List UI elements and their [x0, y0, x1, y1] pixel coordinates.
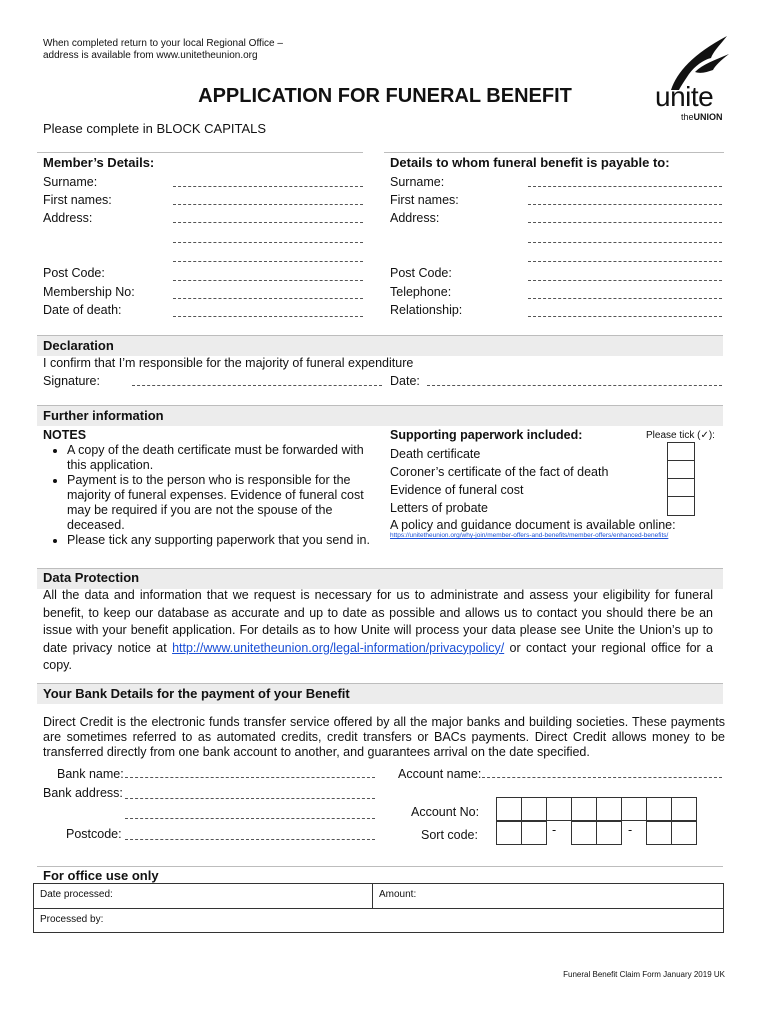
members-heading: Member’s Details:: [43, 155, 155, 170]
account-no-digit-box[interactable]: [596, 797, 622, 821]
paperwork-item-label: Coroner’s certificate of the fact of death: [390, 465, 609, 479]
return-instruction-line1: When completed return to your local Regional Office –: [43, 38, 283, 49]
tick-box-death-certificate[interactable]: [667, 442, 695, 462]
policy-text: A policy and guidance document is available online:: [390, 518, 676, 532]
data-protection-heading: Data Protection: [43, 570, 140, 585]
policy-link[interactable]: https://unitetheunion.org/why-join/member-offers-and-benefits/member-offers/enhanced-benefits/: [390, 532, 669, 539]
membership-no-label: Membership No:: [43, 285, 135, 299]
bank-address-label: Bank address:: [43, 786, 123, 800]
account-no-digit-box[interactable]: [621, 797, 647, 821]
payee-surname-field[interactable]: [528, 186, 722, 187]
sort-code-digit-box[interactable]: [646, 821, 672, 845]
notes-list: [43, 443, 381, 548]
payee-post-code-label: Post Code:: [390, 266, 452, 280]
note-item: • Please tick any supporting paperwork that you send in.: [67, 533, 381, 548]
footer-form-reference: Funeral Benefit Claim Form January 2019 UK: [563, 970, 725, 979]
payee-address-label: Address:: [390, 211, 440, 225]
payee-address-field-1[interactable]: [528, 222, 722, 223]
amount-label: Amount:: [379, 889, 417, 900]
return-instruction-line2: address is available from www.unitetheunion.org: [43, 50, 258, 61]
sort-code-digit-box[interactable]: [496, 821, 522, 845]
sort-code-digit-box[interactable]: [571, 821, 597, 845]
account-no-digit-box[interactable]: [496, 797, 522, 821]
account-name-label: Account name:: [398, 767, 482, 781]
office-use-table: [33, 883, 724, 933]
account-no-label: Account No:: [411, 805, 480, 819]
logo-wordmark: unite: [655, 81, 714, 112]
paperwork-item-label: Death certificate: [390, 447, 481, 461]
please-tick-label: Please tick (✓):: [646, 430, 715, 441]
sort-code-separator: -: [628, 823, 633, 837]
payee-telephone-field[interactable]: [528, 298, 722, 299]
tick-box-funeral-cost[interactable]: [667, 478, 695, 498]
account-no-digit-box[interactable]: [571, 797, 597, 821]
payee-surname-label: Surname:: [390, 175, 445, 189]
payee-relationship-field[interactable]: [528, 316, 722, 317]
declaration-date-label: Date:: [390, 374, 420, 388]
account-name-field[interactable]: [482, 777, 722, 778]
block-capitals-instruction: Please complete in BLOCK CAPITALS: [43, 121, 267, 136]
payee-address-field-2[interactable]: [528, 242, 722, 243]
payee-relationship-label: Relationship:: [390, 303, 463, 317]
member-post-code-label: Post Code:: [43, 266, 105, 280]
bank-details-heading: Your Bank Details for the payment of your Benefit: [43, 686, 350, 701]
unite-logo: [655, 32, 735, 124]
member-address-field-2[interactable]: [173, 242, 363, 243]
signature-label: Signature:: [43, 374, 100, 388]
account-no-digit-box[interactable]: [546, 797, 572, 821]
payee-telephone-label: Telephone:: [390, 285, 452, 299]
date-of-death-field[interactable]: [173, 316, 363, 317]
data-protection-text: All the data and information that we request is necessary for us to administrate and assess your eligibility for funeral benefit, to keep our database as accurate and up to date as possible and allows us to contact you should there be an issue with your benefit application. For details as to how Unite will process your data please see Unite the Union’s up to date privacy notice at http://www.unitetheunion.org/legal-information/privacypolicy/ or contact your regional office for a copy.: [43, 588, 713, 672]
account-no-digit-box[interactable]: [521, 797, 547, 821]
sort-code-digit-box[interactable]: [521, 821, 547, 845]
payee-first-names-label: First names:: [390, 193, 459, 207]
account-no-digit-box[interactable]: [646, 797, 672, 821]
paperwork-item-label: Letters of probate: [390, 501, 488, 515]
bank-address-field-2[interactable]: [125, 818, 375, 819]
payee-heading: Details to whom funeral benefit is payable to:: [390, 155, 670, 170]
member-first-names-label: First names:: [43, 193, 112, 207]
sort-code-digit-box[interactable]: [671, 821, 697, 845]
membership-no-field[interactable]: [173, 298, 363, 299]
page-title: APPLICATION FOR FUNERAL BENEFIT: [198, 85, 572, 107]
account-no-digit-box[interactable]: [671, 797, 697, 821]
declaration-heading: Declaration: [43, 338, 114, 353]
sort-code-separator: -: [552, 823, 557, 837]
privacy-policy-link[interactable]: http://www.unitetheunion.org/legal-information/privacypolicy/: [172, 640, 505, 655]
office-use-heading: For office use only: [43, 868, 159, 883]
signature-field[interactable]: [132, 385, 382, 386]
supporting-title: Supporting paperwork included:: [390, 428, 583, 442]
sort-code-label: Sort code:: [421, 828, 478, 842]
payee-post-code-field[interactable]: [528, 280, 722, 281]
declaration-bar: [37, 335, 723, 356]
bank-name-label: Bank name:: [57, 767, 124, 781]
bank-address-field-1[interactable]: [125, 798, 375, 799]
sort-code-digit-box[interactable]: [596, 821, 622, 845]
payee-address-field-3[interactable]: [528, 261, 722, 262]
date-of-death-label: Date of death:: [43, 303, 122, 317]
bank-name-field[interactable]: [125, 777, 375, 778]
note-item: • Payment is to the person who is responsible for the majority of funeral expenses. Evidence of funeral cost may be required if you are not the spouse of the deceased.: [67, 473, 381, 533]
date-processed-label: Date processed:: [40, 889, 113, 900]
logo-tagline: theUNION: [681, 112, 723, 122]
payee-first-names-field[interactable]: [528, 204, 722, 205]
tick-box-probate[interactable]: [667, 496, 695, 516]
bank-postcode-label: Postcode:: [66, 827, 122, 841]
member-address-field-1[interactable]: [173, 222, 363, 223]
direct-credit-text: Direct Credit is the electronic funds transfer service offered by all the major banks and building societies. These payments are sometimes referred to as automated credits, credit transfers or BACs payments. Direct Credit allows money to be transferred directly from one bank account to another, and guarantees arrival on the date specified.: [43, 715, 725, 759]
member-surname-field[interactable]: [173, 186, 363, 187]
declaration-text: I confirm that I’m responsible for the majority of funeral expenditure: [43, 356, 414, 370]
processed-by-label: Processed by:: [40, 914, 104, 925]
further-info-heading: Further information: [43, 408, 164, 423]
bank-postcode-field[interactable]: [125, 839, 375, 840]
paperwork-item-label: Evidence of funeral cost: [390, 483, 524, 497]
tick-box-coroner-certificate[interactable]: [667, 460, 695, 480]
member-first-names-field[interactable]: [173, 204, 363, 205]
declaration-date-field[interactable]: [427, 385, 722, 386]
member-address-label: Address:: [43, 211, 93, 225]
member-surname-label: Surname:: [43, 175, 98, 189]
data-protection-bar: [37, 568, 723, 589]
notes-title: NOTES: [43, 428, 87, 442]
note-item: • A copy of the death certificate must be forwarded with this application.: [67, 443, 381, 473]
member-address-field-3[interactable]: [173, 261, 363, 262]
member-post-code-field[interactable]: [173, 280, 363, 281]
